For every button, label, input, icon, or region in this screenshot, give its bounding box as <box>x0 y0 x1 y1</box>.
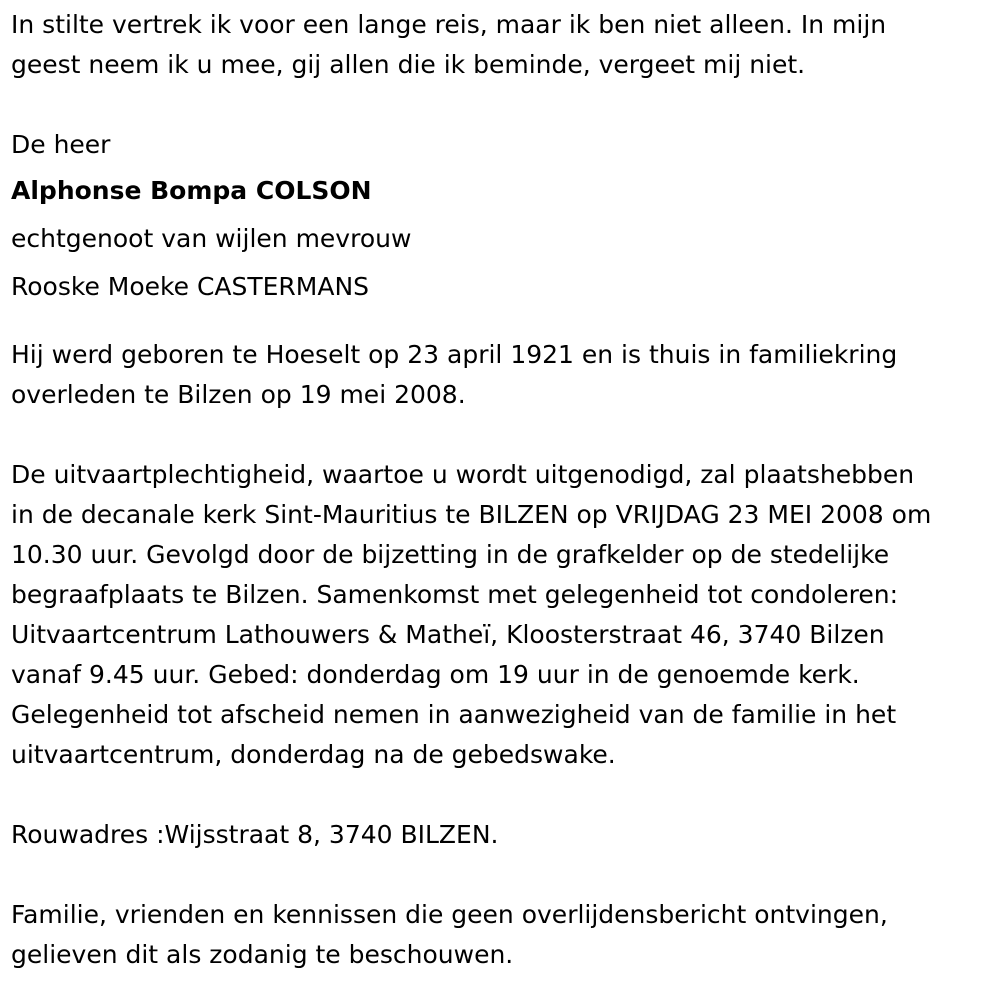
birth-death-paragraph: Hij werd geboren te Hoeselt op 23 april 1921 en is thuis in familiekring overleden te Bilzen op 19 mei 2008. <box>11 340 898 409</box>
spacer <box>11 85 1000 125</box>
spacer <box>11 311 1000 335</box>
relation-text: echtgenoot van wijlen mevrouw <box>11 224 412 253</box>
spacer <box>11 775 1000 815</box>
intro-quote: In stilte vertrek ik voor een lange reis, maar ik ben niet alleen. In mijn geest neem ik u mee, gij allen die ik beminde, vergeet mij niet. <box>11 10 887 79</box>
closing-paragraph: Familie, vrienden en kennissen die geen overlijdensbericht ontvingen, gelieven dit als zodanig te beschouwen. <box>11 900 888 969</box>
salutation: De heer <box>11 130 111 159</box>
spacer <box>11 415 1000 455</box>
deceased-name: Alphonse Bompa COLSON <box>11 176 372 205</box>
mourning-address: Rouwadres :Wijsstraat 8, 3740 BILZEN. <box>11 820 499 849</box>
spouse-name: Rooske Moeke CASTERMANS <box>11 272 370 301</box>
ceremony-paragraph: De uitvaartplechtigheid, waartoe u wordt uitgenodigd, zal plaatshebben in de decanale kerk Sint-Mauritius te BILZEN op VRIJDAG 23 MEI 2008 om 10.30 uur. Gevolgd door de bijzetting in de grafkelder op de stedelijke begraafplaats te Bilzen. Samenkomst met gelegenheid tot condoleren: Uitvaartcentrum Lathouwers & Matheï, Kloosterstraat 46, 3740 Bilzen vanaf 9.45 uur. Gebed: donderdag om 19 uur in de genoemde kerk. Gelegenheid tot afscheid nemen in aanwezigheid van de familie in het uitvaartcentrum, donderdag na de gebedswake. <box>11 460 932 769</box>
spacer <box>11 855 1000 895</box>
